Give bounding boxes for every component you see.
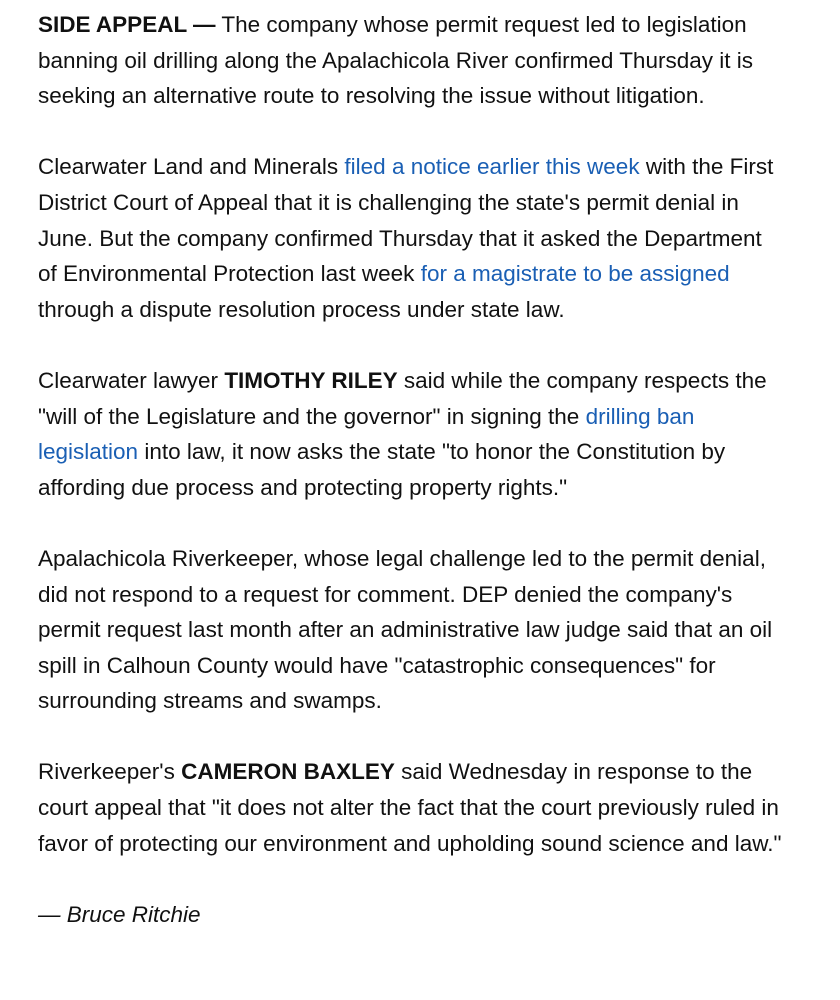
paragraph-side-appeal bbox=[38, 7, 783, 114]
paragraph-riley-quote bbox=[38, 363, 783, 505]
paragraph-clearwater-notice bbox=[38, 149, 783, 327]
paragraph-text: into law, it now asks the state "to honor the Constitution by affording due process and protecting property rights." bbox=[38, 439, 726, 500]
paragraph-text: Clearwater lawyer bbox=[38, 367, 225, 393]
paragraph-text: Apalachicola Riverkeeper, whose legal challenge led to the permit denial, did not respond to a request for comment. DEP denied the company's permit request last month after an administrative law judge said that an oil spill in Calhoun County would have "catastrophic consequences" for surrounding streams and swamps. bbox=[38, 545, 773, 714]
person-name: TIMOTHY RILEY bbox=[224, 367, 398, 393]
paragraph-text: said Wednesday in response to the court appeal that "it does not alter the fact that the court previously ruled in favor of protecting our environment and upholding sound science and law." bbox=[38, 759, 782, 856]
paragraph-baxley-quote bbox=[38, 754, 783, 861]
drilling-ban-legislation-link[interactable]: drilling ban legislation bbox=[38, 403, 695, 465]
paragraph-text: through a dispute resolution process under state law. bbox=[38, 296, 565, 322]
article-body bbox=[38, 7, 783, 968]
byline bbox=[38, 897, 783, 933]
paragraph-riverkeeper bbox=[38, 541, 783, 719]
person-name: CAMERON BAXLEY bbox=[181, 759, 395, 785]
section-lead: SIDE APPEAL — bbox=[38, 12, 216, 37]
paragraph-text: said while the company respects the "will of the Legislature and the governor" in signing the bbox=[38, 367, 767, 429]
filed-notice-link[interactable]: filed a notice earlier this week bbox=[344, 154, 640, 180]
byline-dash: — bbox=[38, 901, 67, 927]
magistrate-link[interactable]: for a magistrate to be assigned bbox=[420, 261, 730, 287]
byline-author: Bruce Ritchie bbox=[66, 901, 201, 927]
paragraph-text: Clearwater Land and Minerals bbox=[38, 154, 345, 180]
paragraph-text: with the First District Court of Appeal that it is challenging the state's permit denial in June. But the company confirmed Thursday that it asked the Department of Environmental Protection last week bbox=[38, 154, 774, 287]
paragraph-text: The company whose permit request led to legislation banning oil drilling along the Apalachicola River confirmed Thursday it is seeking an alternative route to resolving the issue without litigation. bbox=[38, 12, 753, 109]
paragraph-text: Riverkeeper's bbox=[38, 759, 182, 785]
